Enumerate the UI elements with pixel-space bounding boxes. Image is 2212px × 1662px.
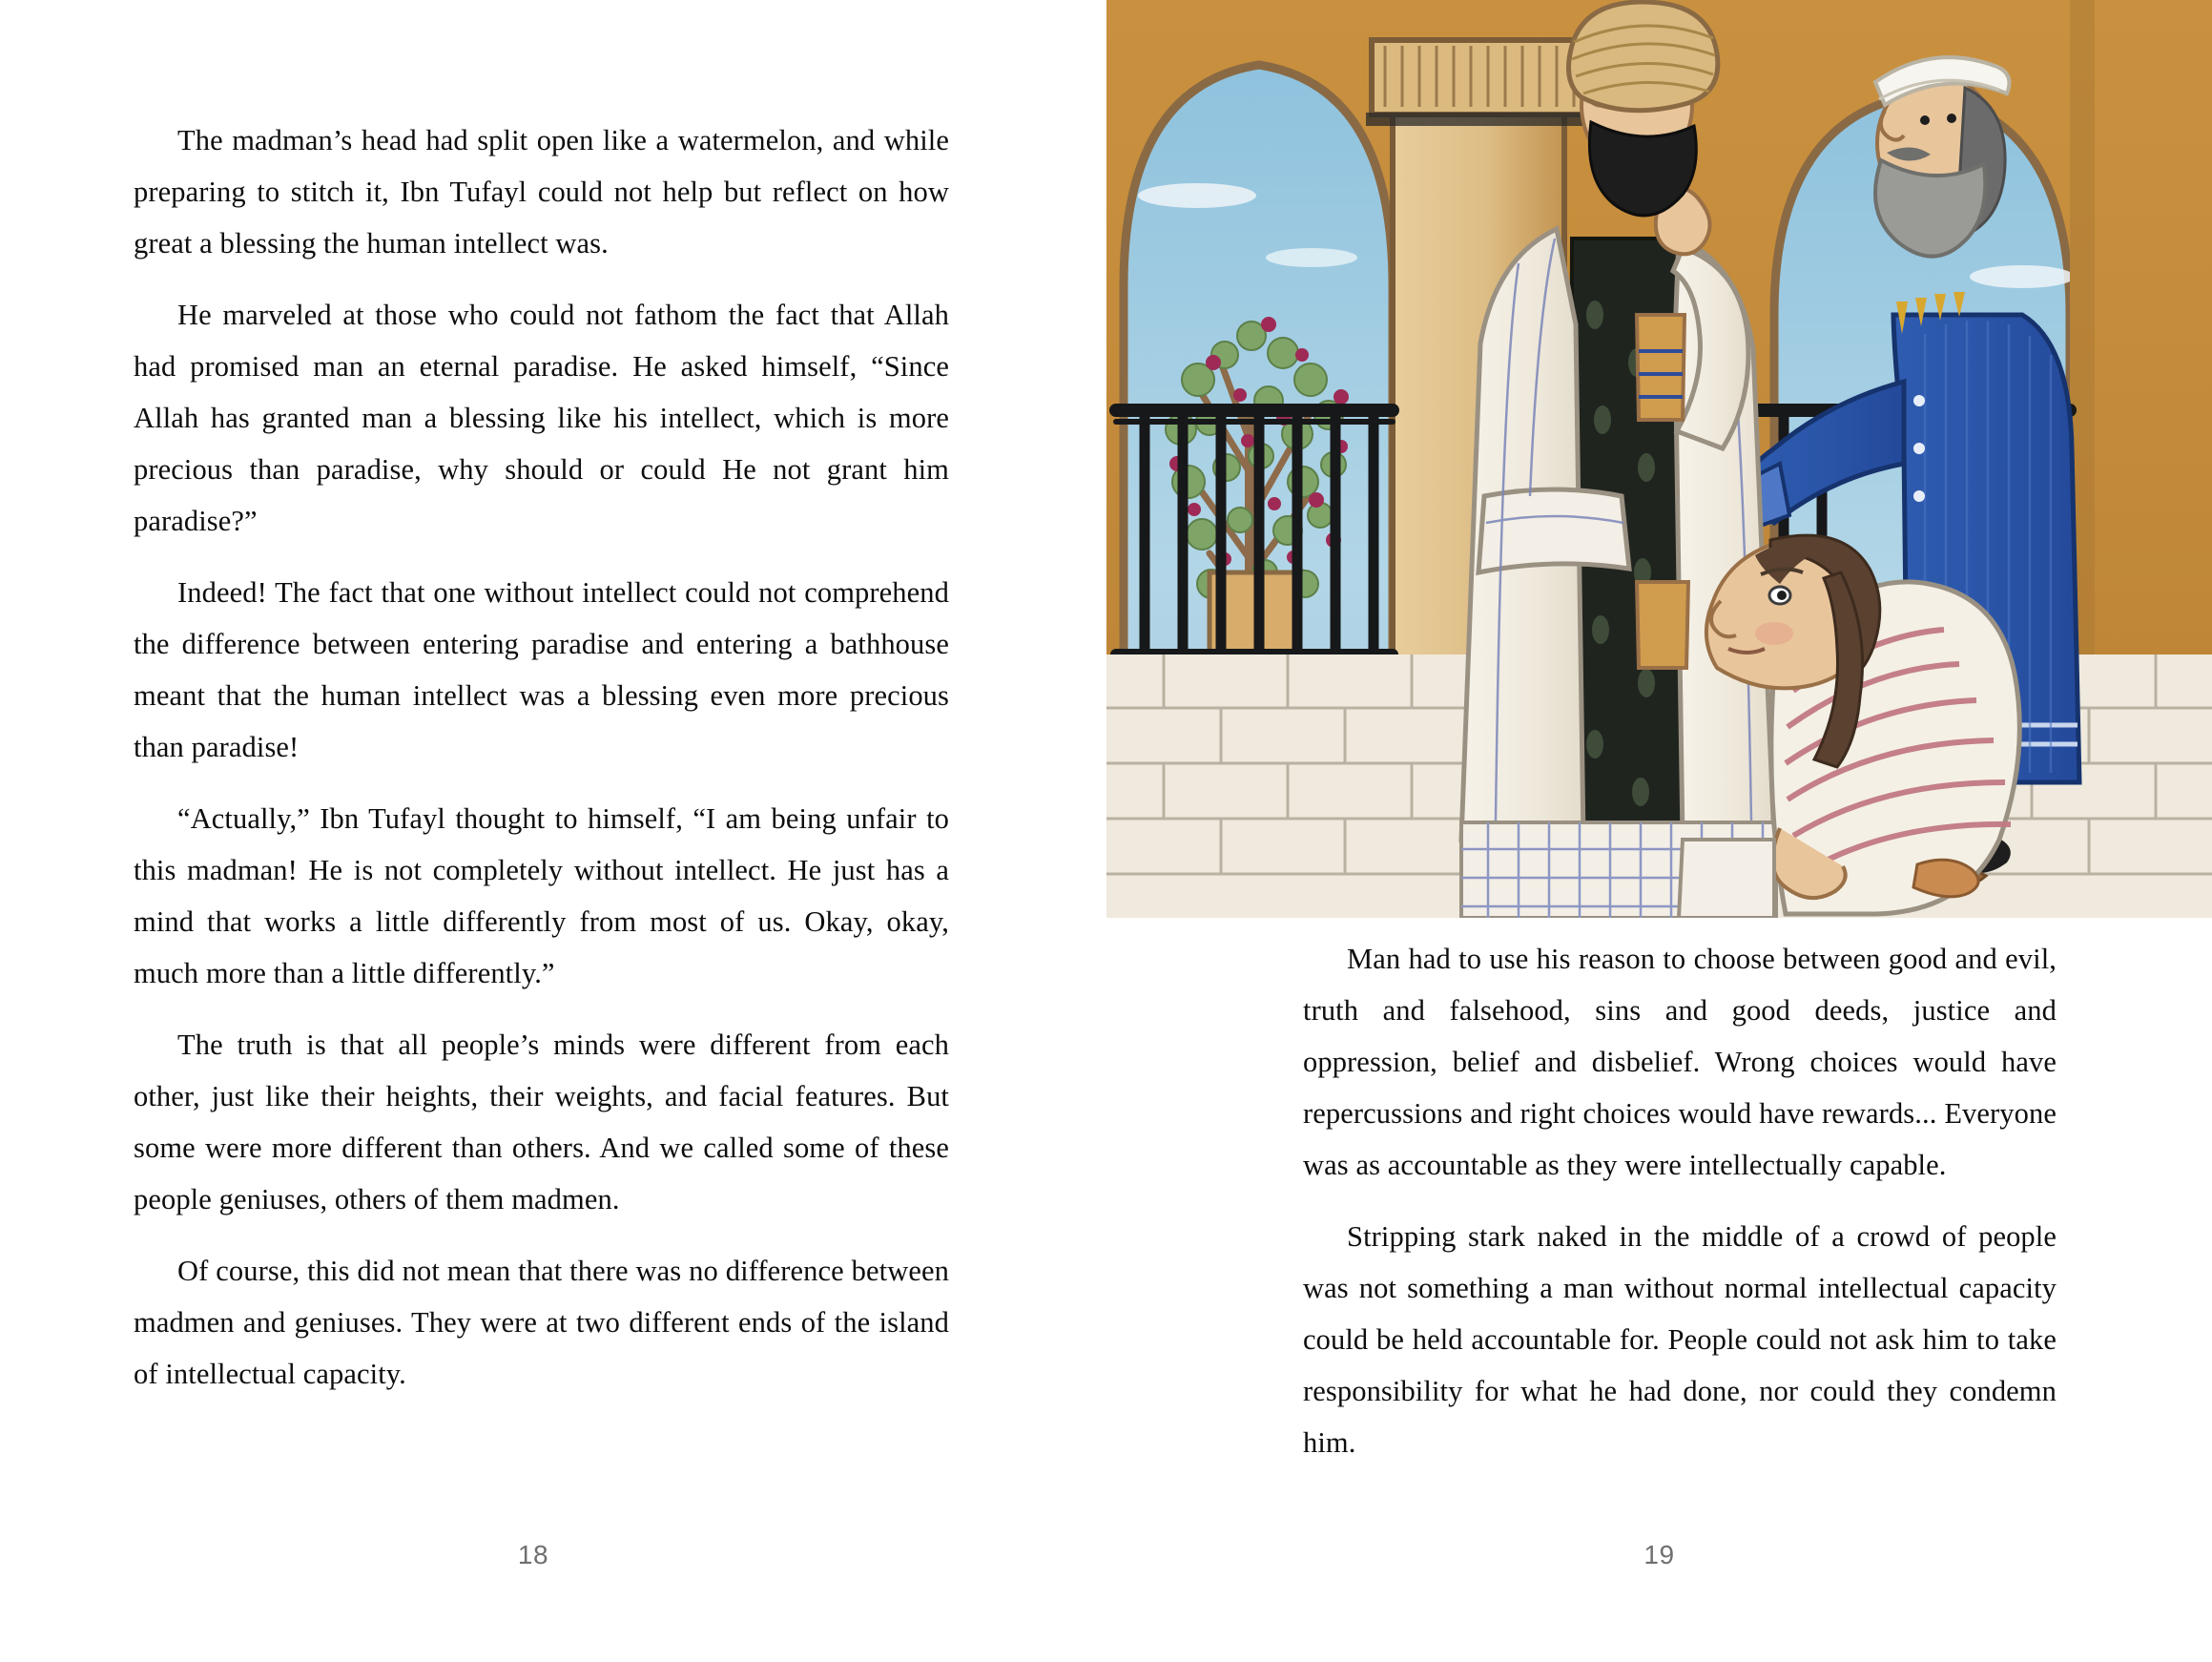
illustration-scene: [1106, 0, 2212, 918]
page-number-left: 18: [517, 1540, 549, 1569]
spread-gutter: [1066, 0, 1106, 1662]
paragraph: Of course, this did not mean that there was no difference between madmen and geniuses. They were at two different ends of the island of intellectual capacity.: [134, 1255, 949, 1390]
chapter-illustration: [1106, 0, 2212, 918]
right-page: [1106, 0, 2212, 1662]
page-number-right: 19: [1643, 1540, 1675, 1569]
paragraph: “Actually,” Ibn Tufayl thought to himself, “I am being unfair to this madman! He is not completely without intellect. He just has a mind that works a little differently from most of us. Okay, okay, much more than a little differently.”: [134, 802, 949, 989]
left-page-text-column: [134, 114, 949, 1400]
paragraph: Indeed! The fact that one without intellect could not comprehend the difference between entering paradise and entering a bathhouse meant that the human intellect was a blessing even more precious than paradise!: [134, 576, 949, 763]
left-page: [0, 0, 1066, 1662]
eye: [1947, 114, 1956, 123]
eye: [1920, 115, 1930, 125]
paragraph: The madman’s head had split open like a watermelon, and while preparing to stitch it, Ibn Tufayl could not help but reflect on how great a blessing the human intellect was.: [134, 124, 949, 260]
paragraph: He marveled at those who could not fathom the fact that Allah had promised man an eternal paradise. He asked himself, “Since Allah has granted man a blessing like his intellect, which is more precious than paradise, why should or could He not grant him paradise?”: [134, 299, 949, 537]
robe-hem-front: [1679, 840, 1774, 918]
paragraph: Man had to use his reason to choose between good and evil, truth and falsehood, sins and good deeds, justice and oppression, belief and disbelief. Wrong choices would have repercussions and right choices would have rewards... Everyone was as accountable as they were intellectually capable.: [1303, 943, 2057, 1181]
turban: [1569, 2, 1718, 111]
column-capital: [1372, 40, 1587, 114]
cloud: [1970, 265, 2075, 288]
cloud: [1138, 183, 1256, 208]
paragraph: Stripping stark naked in the middle of a crowd of people was not something a man without normal intellectual capacity could be held accountable for. People could not ask him to take responsibility for what he had done, nor could they condemn him.: [1303, 1220, 2057, 1459]
right-page-text-column: [1303, 933, 2057, 1468]
cloud: [1266, 248, 1357, 267]
paragraph: The truth is that all people’s minds were different from each other, just like their heights, their weights, and facial features. But some were more different than others. And we called some of these people geniuses, others of them madmen.: [134, 1028, 949, 1215]
